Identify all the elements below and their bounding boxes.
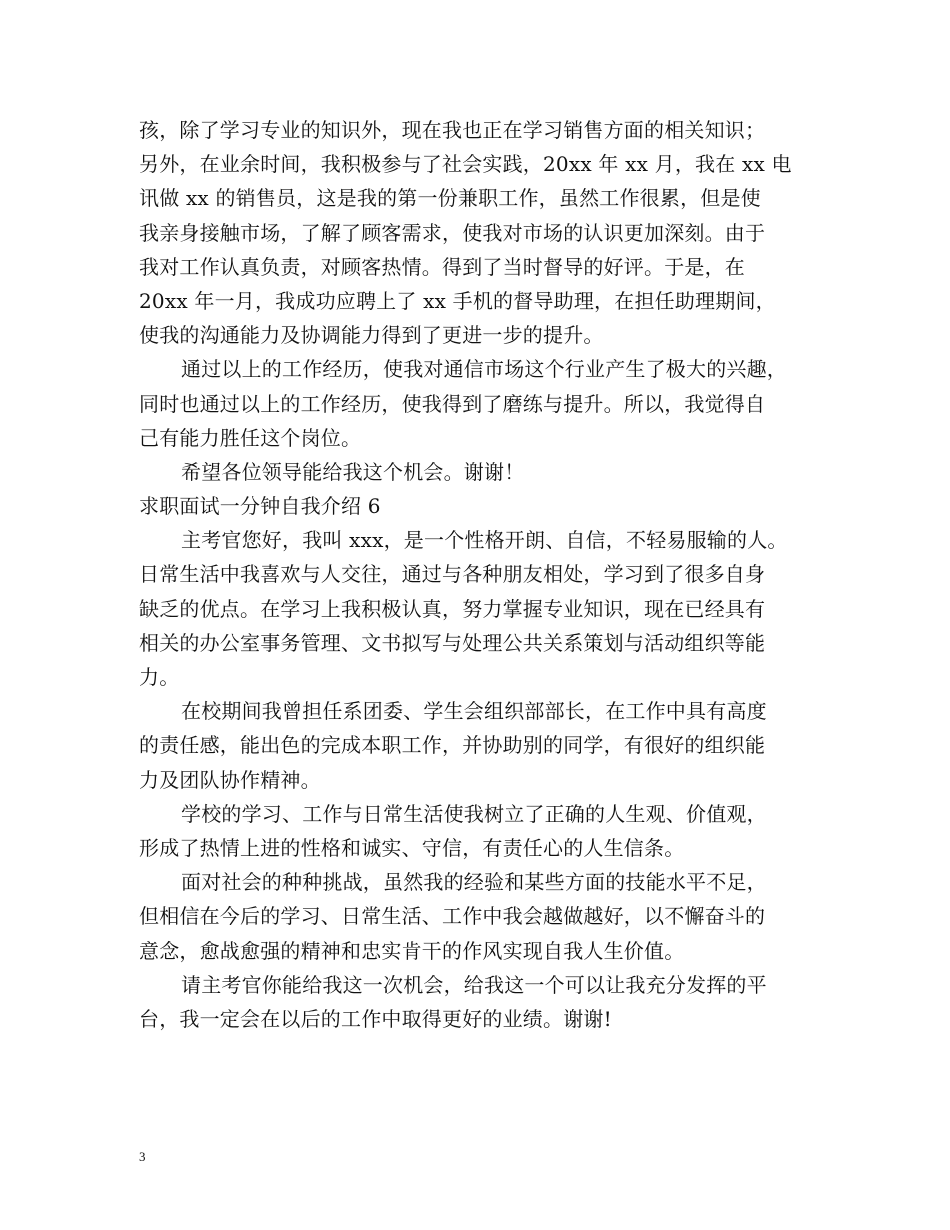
paragraph-first-line: 学校的学习、工作与日常生活使我树立了正确的人生观、价值观， — [181, 801, 767, 826]
text-line: 己有能力胜任这个岗位。 — [139, 425, 362, 450]
text-line: 使我的沟通能力及协调能力得到了更进一步的提升。 — [139, 323, 604, 348]
paragraph-first-line: 在校期间我曾担任系团委、学生会组织部部长，在工作中具有高度 — [181, 699, 767, 724]
text-line: 缺乏的优点。在学习上我积极认真，努力掌握专业知识，现在已经具有 — [139, 596, 766, 621]
text-line: 力。 — [139, 665, 180, 689]
document-body — [139, 113, 839, 1036]
text-line: 孩，除了学习专业的知识外，现在我也正在学习销售方面的相关知识； — [139, 118, 766, 142]
text-line: 力及团队协作精神。 — [139, 767, 321, 792]
section-heading: 求职面试一分钟自我介绍 6 — [139, 494, 381, 519]
paragraph-first-line: 面对社会的种种挑战，虽然我的经验和某些方面的技能水平不足， — [181, 870, 767, 895]
text-line: 20xx 年一月，我成功应聘上了 xx 手机的督导助理，在担任助理期间， — [139, 288, 776, 313]
text-line: 我亲身接触市场，了解了顾客需求，使我对市场的认识更加深刻。由于 — [139, 220, 766, 245]
text-line: 台，我一定会在以后的工作中取得更好的业绩。谢谢! — [139, 1006, 612, 1031]
text-line: 但相信在今后的学习、日常生活、工作中我会越做越好，以不懈奋斗的 — [139, 904, 766, 929]
text-line: 另外，在业余时间，我积极参与了社会实践，20xx 年 xx 月，我在 xx 电 — [139, 152, 792, 177]
text-line: 我对工作认真负责，对顾客热情。得到了当时督导的好评。于是，在 — [139, 254, 745, 279]
paragraph-first-line: 通过以上的工作经历，使我对通信市场这个行业产生了极大的兴趣， — [181, 357, 787, 382]
paragraph-first-line: 请主考官你能给我这一次机会，给我这一个可以让我充分发挥的平 — [181, 972, 767, 997]
text-line: 讯做 xx 的销售员，这是我的第一份兼职工作，虽然工作很累，但是使 — [139, 186, 761, 211]
text-line: 形成了热情上进的性格和诚实、守信，有责任心的人生信条。 — [139, 835, 685, 860]
text-line: 日常生活中我喜欢与人交往，通过与各种朋友相处，学习到了很多自身 — [139, 562, 766, 587]
paragraph-first-line: 主考官您好，我叫 xxx，是一个性格开朗、自信，不轻易服输的人。 — [181, 528, 788, 553]
paragraph-first-line: 希望各位领导能给我这个机会。谢谢！ — [181, 459, 525, 484]
page-number: 3 — [139, 1149, 146, 1164]
text-line: 的责任感，能出色的完成本职工作，并协助别的同学，有很好的组织能 — [139, 733, 766, 758]
text-line: 意念，愈战愈强的精神和忠实肯干的作风实现自我人生价值。 — [139, 938, 685, 963]
text-line: 相关的办公室事务管理、文书拟写与处理公共关系策划与活动组织等能 — [139, 630, 766, 655]
text-line: 同时也通过以上的工作经历，使我得到了磨练与提升。所以，我觉得自 — [139, 391, 766, 416]
